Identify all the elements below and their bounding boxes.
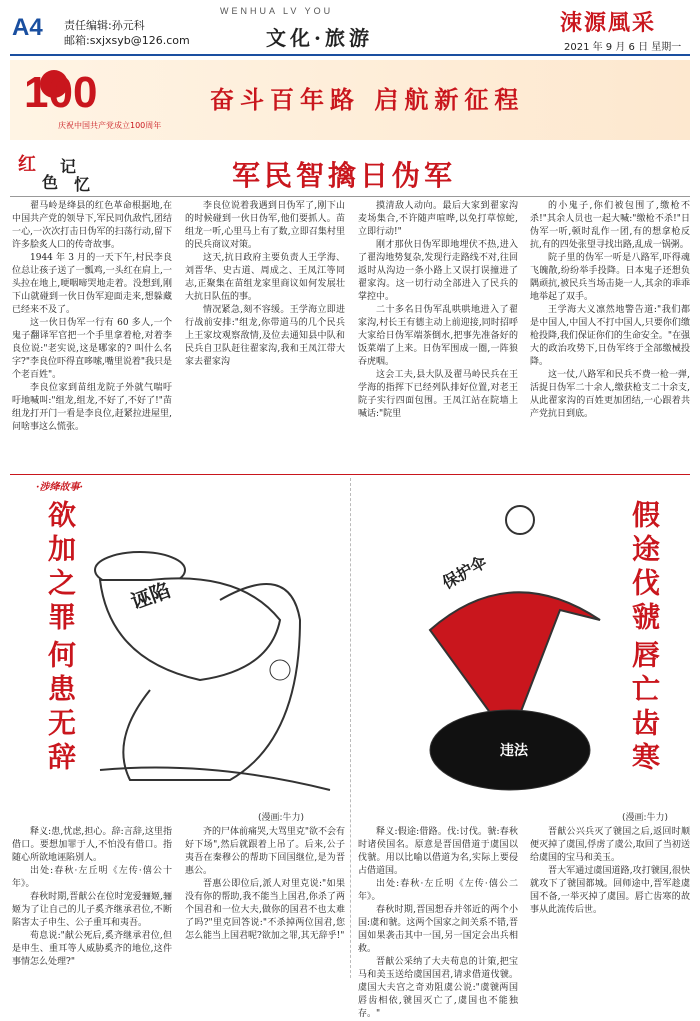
column-tag-char: 色 (42, 173, 59, 192)
paragraph: 翟马岭是绛县的红色革命根据地,在中国共产党的领导下,军民同仇敌忾,团结一心,一次次打击日伪军的扫荡行动,留下许多脍炙人口的传奇故事。 (12, 201, 172, 250)
paragraph: 院子里的伪军一听是八路军,吓得魂飞魄散,纷纷举手投降。日本鬼子还想负隅顽抗,被民兵当场击毙一人,其余的乖乖地举起了双手。 (530, 253, 690, 302)
paragraph: 李良位说着我遇到日伪军了,刚下山的时候碰到一伙日伪军,他们要抓人。苗组龙一听,心里马上有了数,立即召集村里的民兵商议对策。 (185, 201, 345, 250)
right-comic-title-1: 假途伐虢 (628, 500, 661, 636)
paragraph: 王学海大义凛然地警告道:"我们都是中国人,中国人不打中国人,只要你们缴枪投降,我们保证你们的生命安全。"在强大的政治攻势下,日伪军终于全部缴械投降。 (530, 305, 691, 367)
paragraph: 晋惠公即位后,派人对里克说:"如果没有你的帮助,我不能当上国君,你杀了两个国君和一位大夫,做你的国君不也太难了吗?"里克回答说:"不杀掉两位国君,您怎么能当上国君呢?欲加之罪,其无辞乎!" (185, 879, 345, 941)
right-comic-illustration (400, 490, 620, 810)
center-divider (350, 478, 352, 978)
right-comic-title-2: 唇亡齿寒 (628, 640, 661, 776)
paragraph: 李良位家到苗组龙院子外就气喘吁吁地喊叫:"组龙,组龙,不好了,不好了!"苗组龙打开门一看是李良位,赶紧拉进屋里,问啥事这么慌张。 (12, 383, 172, 432)
paragraph: 春秋时期,晋献公在位时宠爱骊姬,骊姬为了让自己的儿子奚齐继承君位,不断陷害太子申生、公子重耳和夷吾。 (12, 892, 172, 928)
column-tag-char: 记 (60, 157, 77, 176)
issue-date: 2021 年 9 月 6 日 星期一 (564, 42, 682, 53)
left-comic-credit: (漫画:牛力) (258, 813, 305, 823)
paragraph: 释义:假途:借路。伐:讨伐。虢:春秋时诸侯国名。原意是晋国借道于虞国以伐虢。用以比喻以借道为名,实际上要侵占借道国。 (358, 827, 518, 876)
article-column-1 (12, 200, 172, 470)
editor-email: 邮箱:sxjxsyb@126.com (64, 34, 190, 47)
paragraph: 晋献公兴兵灭了虢国之后,返回时顺便灭掉了虞国,俘虏了虞公,取回了当初送给虞国的宝马和美玉。 (530, 827, 690, 863)
banner-slogan: 奋斗百年路 启航新征程 (210, 85, 525, 114)
right-story-column-1 (358, 826, 518, 1019)
paragraph: 二十多名日伪军乱哄哄地进入了翟家沟,村长王有德主动上前迎接,同时招呼大家给日伪军端茶倒水,把事先准备好的饭菜端了上来。日伪军围成一圈,一阵狼吞虎咽。 (358, 305, 518, 367)
left-story-column-2 (185, 826, 345, 976)
story-column-tag: ·涉绛故事· (36, 482, 83, 493)
left-story-column-1 (12, 826, 172, 976)
newspaper-brand: 涑源風采 (560, 10, 657, 36)
paragraph: 这天,抗日政府主要负责人王学海、刘晋华、史古道、周成之、王凤江等同志,正聚集在苗组龙家里商议如何发展壮大抗日队伍的事。 (185, 253, 345, 302)
paragraph: 这会工夫,县大队及翟马岭民兵在王学海的指挥下已经列队排好位置,对老王院子实行四面包围。王凤江站在院墙上喊话:"院里 (358, 370, 518, 419)
paragraph: 的小鬼子,你们被包围了,缴枪不杀!"其余人员也一起大喊:"缴枪不杀!"日伪军一听,顿时乱作一团,有的想拿枪反抗,有的四处张望寻找出路,乱成一锅粥。 (530, 201, 690, 250)
article-column-3 (358, 200, 518, 470)
paragraph: 出处:春秋·左丘明《左传·僖公二年》。 (358, 879, 518, 902)
paragraph: 1944 年 3 月的一天下午,村民李良位总让孩子送了一瓢鸡,一头红在肩上,一头拉在地上,哽咽啼哭地走着。没想到,刚下山就碰到一伙日伪军迎面走来,想躲藏已经来不及了。 (12, 253, 172, 315)
title-rule (10, 196, 690, 197)
right-comic-credit: (漫画:牛力) (622, 813, 669, 823)
paragraph: 摸清敌人动向。最后大家到翟家沟麦场集合,不许随声喧哗,以免打草惊蛇,立即行动!" (358, 201, 518, 237)
right-comic-umbrella-label: 保护伞 (438, 552, 491, 593)
section-title: 文化·旅游 (266, 26, 373, 50)
paragraph: 荀息说:"献公死后,奚齐继承君位,但是申生、重耳等人威胁奚齐的地位,这件事情怎么处理?" (12, 931, 172, 967)
article-column-2 (185, 200, 345, 470)
right-story-column-2 (530, 826, 690, 976)
paragraph: 这一仗,八路军和民兵不费一枪一弹,活捉日伪军二十余人,缴获枪支二十余支,从此翟家沟的百姓更加团结,一心跟着共产党抗日到底。 (530, 370, 690, 419)
paragraph: 晋大军通过虞国道路,攻打虢国,很快就攻下了虢国都城。回师途中,晋军趁虞国不备,一举灭掉了虞国。唇亡齿寒的故事从此流传后世。 (530, 866, 690, 915)
centenary-logo: 100 (24, 68, 98, 117)
section-pinyin: WENHUA LV YOU (220, 6, 334, 16)
column-tag-char: 忆 (74, 175, 91, 194)
right-comic-violation-label: 违法 (500, 743, 528, 759)
left-comic-title-2: 何患无辞 (44, 640, 77, 776)
left-comic-label: 诬陷 (127, 577, 174, 615)
editor-name: 责任编辑:孙元科 (64, 19, 145, 32)
paragraph: 出处:春秋·左丘明《左传·僖公十年》。 (12, 866, 172, 889)
paragraph: 春秋时期,晋国想吞并邻近的两个小国:虞和虢。这两个国家之间关系不错,晋国如果袭击其中一国,另一国定会出兵相救。 (358, 905, 518, 954)
paragraph: 刚才那伙日伪军即地埋伏不热,进入了翟沟地势复杂,发现行走路线不对,往回返时从沟边一条小路上又误打误撞进了翟家沟。这一切行动全部进入了民兵的掌控中。 (358, 240, 518, 302)
column-tag-char: 红 (18, 154, 36, 175)
article-title: 军民智擒日伪军 (232, 159, 457, 192)
article-column-4 (530, 200, 690, 470)
paragraph: 晋献公采纳了大夫荀息的计策,把宝马和美玉送给虞国国君,请求借道伐虢。虞国大夫宫之奇劝阻虞公说:"虞虢两国唇齿相依,虢国灭亡了,虞国也不能独存。" (358, 957, 518, 1019)
editor-info (64, 18, 190, 48)
paragraph: 情况紧急,刻不容缓。王学海立即进行战前安排:"组龙,你带道马的几个民兵上王家坟观察敌情,及位去通知县中队和民兵自卫队赶往翟家沟,我和王凤江带大家去翟家沟 (185, 305, 345, 367)
paragraph: 这一伙日伪军一行有 60 多人,一个鬼子翻译军官把一个手里拿着枪,对着李良位说:"老实说,这是哪家的? 叫什么名字?"李良位吓得直哆嗦,嘴里说着"我只是个老百姓"。 (12, 318, 172, 380)
section-rule (10, 474, 690, 475)
left-comic-illustration (90, 540, 340, 810)
left-comic-title-1: 欲加之罪 (44, 500, 77, 636)
header-rule (10, 54, 690, 56)
paragraph: 释义:患,忧虑,担心。辞:言辞,这里指借口。要想加罪于人,不怕没有借口。指随心所欲地诬陷别人。 (12, 827, 172, 863)
page-number: A4 (12, 14, 43, 41)
centenary-logo-caption: 庆祝中国共产党成立100周年 (58, 121, 162, 130)
paragraph: 齐的尸体前痛哭,大骂里克"欲不会有好下场",然后就跟着上吊了。后来,公子夷吾在秦穆公的帮助下回国继位,是为晋惠公。 (185, 827, 346, 876)
